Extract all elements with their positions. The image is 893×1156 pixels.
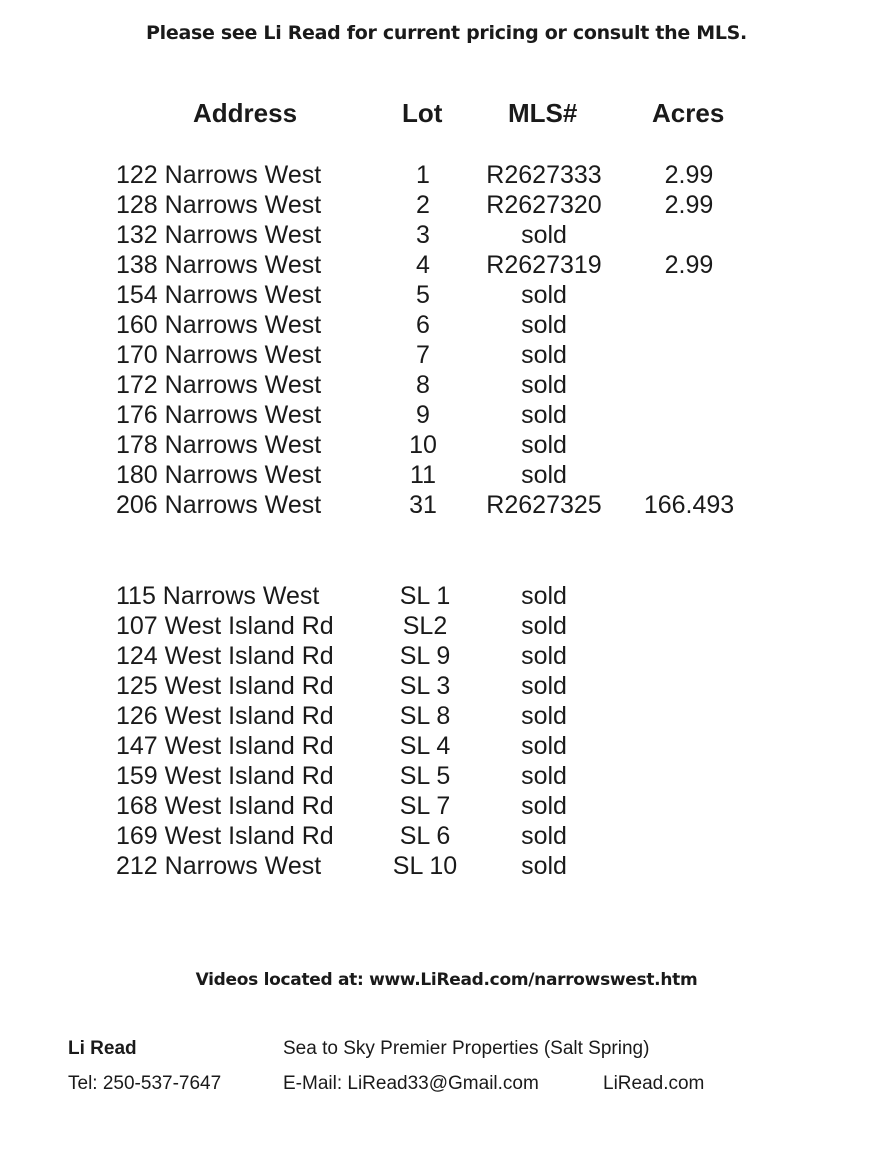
table-row — [0, 581, 893, 611]
table-row — [0, 761, 893, 791]
pricing-notice: Please see Li Read for current pricing or consult the MLS. — [146, 22, 747, 44]
mls-cell: sold — [521, 642, 567, 670]
address-cell: 212 Narrows West — [116, 852, 322, 880]
lot-cell: SL 5 — [399, 762, 451, 790]
lot-cell: 3 — [416, 221, 430, 249]
acres-cell: 2.99 — [664, 161, 714, 189]
mls-cell: sold — [521, 732, 567, 760]
table-row — [0, 671, 893, 701]
table-row — [0, 220, 893, 250]
lot-cell: SL 10 — [392, 852, 458, 880]
table-row — [0, 160, 893, 190]
agent-company: Sea to Sky Premier Properties (Salt Spring) — [283, 1038, 650, 1059]
mls-cell: sold — [521, 702, 567, 730]
address-cell: 125 West Island Rd — [116, 672, 334, 700]
address-cell: 170 Narrows West — [116, 341, 322, 369]
address-cell: 176 Narrows West — [116, 401, 322, 429]
header-address: Address — [193, 98, 298, 128]
table-row — [0, 280, 893, 310]
mls-cell: sold — [521, 582, 567, 610]
table-row — [0, 490, 893, 520]
agent-website[interactable]: LiRead.com — [603, 1073, 705, 1094]
table-row — [0, 430, 893, 460]
mls-cell: sold — [521, 792, 567, 820]
agent-name: Li Read — [68, 1038, 137, 1059]
address-cell: 147 West Island Rd — [116, 732, 334, 760]
address-cell: 122 Narrows West — [116, 161, 322, 189]
address-cell: 128 Narrows West — [116, 191, 322, 219]
lot-cell: 11 — [410, 461, 436, 489]
address-cell: 154 Narrows West — [116, 281, 322, 309]
header-lot: Lot — [402, 98, 443, 128]
table-row — [0, 310, 893, 340]
lot-cell: SL 4 — [399, 732, 451, 760]
agent-email[interactable]: E-Mail: LiRead33@Gmail.com — [283, 1073, 539, 1094]
lot-cell: 2 — [416, 191, 430, 219]
agent-phone: Tel: 250-537-7647 — [68, 1073, 222, 1094]
lot-cell: 31 — [409, 491, 437, 519]
lot-cell: 7 — [416, 341, 430, 369]
mls-cell: sold — [521, 762, 567, 790]
table-row — [0, 701, 893, 731]
acres-cell: 166.493 — [643, 491, 735, 519]
table-row — [0, 791, 893, 821]
videos-line[interactable]: Videos located at: www.LiRead.com/narrowswest.htm — [195, 970, 698, 990]
mls-cell: R2627325 — [486, 491, 602, 519]
address-cell: 206 Narrows West — [116, 491, 322, 519]
table-row — [0, 460, 893, 490]
mls-cell: R2627319 — [486, 251, 602, 279]
address-cell: 169 West Island Rd — [116, 822, 334, 850]
address-cell: 115 Narrows West — [116, 582, 320, 610]
table-row — [0, 340, 893, 370]
table-row — [0, 821, 893, 851]
table-row — [0, 851, 893, 881]
lot-cell: 4 — [416, 251, 430, 279]
table-row — [0, 641, 893, 671]
address-cell: 124 West Island Rd — [116, 642, 334, 670]
mls-cell: sold — [521, 431, 567, 459]
mls-cell: sold — [521, 672, 567, 700]
acres-cell: 2.99 — [664, 251, 714, 279]
lot-cell: 5 — [416, 281, 430, 309]
mls-cell: R2627320 — [486, 191, 602, 219]
lot-cell: 1 — [416, 161, 430, 189]
mls-cell: sold — [521, 311, 567, 339]
table-row — [0, 370, 893, 400]
lot-cell: 9 — [416, 401, 430, 429]
address-cell: 172 Narrows West — [116, 371, 322, 399]
header-mls: MLS# — [508, 98, 578, 128]
lot-cell: SL 1 — [399, 582, 451, 610]
address-cell: 107 West Island Rd — [116, 612, 334, 640]
lot-cell: 10 — [409, 431, 437, 459]
lot-cell: SL 9 — [399, 642, 451, 670]
address-cell: 178 Narrows West — [116, 431, 322, 459]
address-cell: 160 Narrows West — [116, 311, 322, 339]
mls-cell: sold — [521, 281, 567, 309]
mls-cell: R2627333 — [486, 161, 602, 189]
mls-cell: sold — [521, 221, 567, 249]
mls-cell: sold — [521, 612, 567, 640]
address-cell: 138 Narrows West — [116, 251, 322, 279]
lot-cell: 6 — [416, 311, 430, 339]
mls-cell: sold — [521, 341, 567, 369]
table-row — [0, 731, 893, 761]
strata-lots-group — [0, 581, 893, 881]
table-row — [0, 190, 893, 220]
lot-cell: SL 7 — [399, 792, 451, 820]
table-row — [0, 250, 893, 280]
lot-cell: SL 3 — [399, 672, 451, 700]
lot-cell: SL2 — [402, 612, 448, 640]
address-cell: 132 Narrows West — [116, 221, 322, 249]
header-acres: Acres — [652, 98, 725, 128]
address-cell: 126 West Island Rd — [116, 702, 334, 730]
lot-cell: SL 8 — [399, 702, 451, 730]
lots-group — [0, 160, 893, 520]
acres-cell: 2.99 — [664, 191, 714, 219]
mls-cell: sold — [521, 822, 567, 850]
lot-cell: SL 6 — [399, 822, 451, 850]
address-cell: 159 West Island Rd — [116, 762, 334, 790]
mls-cell: sold — [521, 852, 567, 880]
address-cell: 168 West Island Rd — [116, 792, 334, 820]
mls-cell: sold — [521, 371, 567, 399]
address-cell: 180 Narrows West — [116, 461, 322, 489]
table-row — [0, 400, 893, 430]
table-row — [0, 611, 893, 641]
mls-cell: sold — [521, 461, 567, 489]
mls-cell: sold — [521, 401, 567, 429]
lot-cell: 8 — [416, 371, 430, 399]
